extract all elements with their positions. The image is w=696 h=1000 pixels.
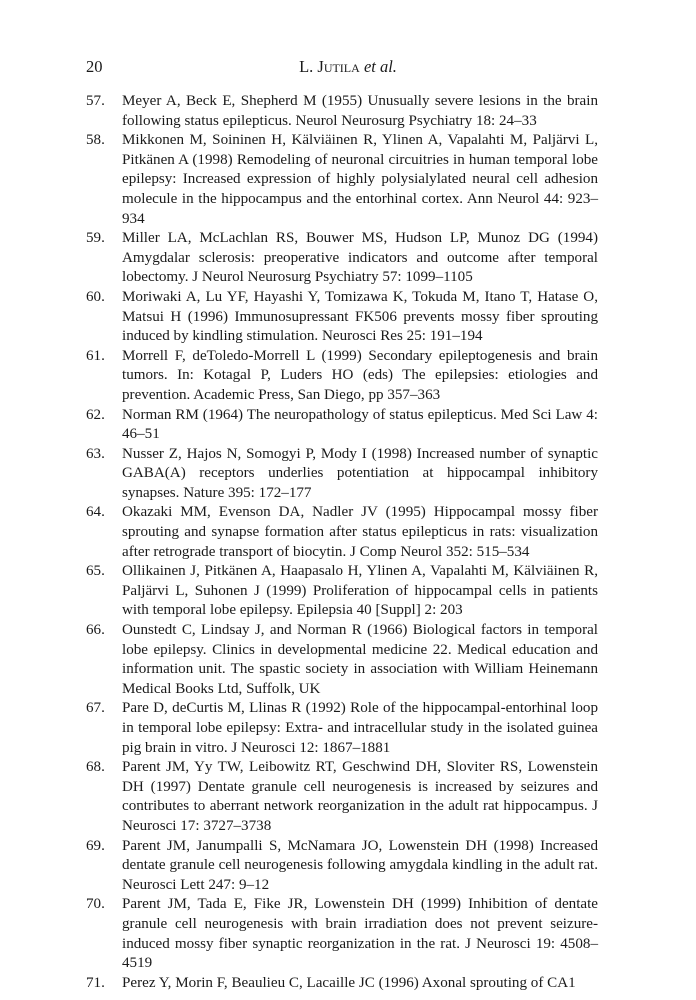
- reference-item: [86, 229, 598, 288]
- running-head-etal: et al.: [363, 57, 397, 76]
- reference-item: [86, 837, 598, 896]
- reference-item: [86, 288, 598, 347]
- reference-number: 58.: [86, 132, 105, 149]
- reference-text: Nusser Z, Hajos N, Somogyi P, Mody I (1998) Increased number of synaptic GABA(A) receptors underlies potentiation at hippocampal inhibitory synapses. Nature 395: 172–177: [122, 445, 598, 501]
- reference-text: Meyer A, Beck E, Shepherd M (1955) Unusually severe lesions in the brain following status epilepticus. Neurol Neurosurg Psychiatry 18: 24–33: [122, 93, 598, 129]
- reference-text: Parent JM, Janumpalli S, McNamara JO, Lowenstein DH (1998) Increased dentate granule cell neurogenesis following amygdala kindling in the adult rat. Neurosci Lett 247: 9–12: [122, 837, 598, 893]
- reference-text: Miller LA, McLachlan RS, Bouwer MS, Hudson LP, Munoz DG (1994) Amygdalar sclerosis: preoperative indicators and outcome after temporal lobectomy. J Neurol Neurosurg Psychiatry 57: 1099–1105: [122, 230, 598, 286]
- page-number: 20: [86, 57, 103, 76]
- reference-text: Mikkonen M, Soininen H, Kälviäinen R, Ylinen A, Vapalahti M, Paljärvi L, Pitkänen A (1998) Remodeling of neuronal circuitries in human temporal lobe epilepsy: Increased expression of highly polysialylated neural cell adhesion molecule in the hippocampus and the entorhinal cortex. Ann Neurol 44: 923–934: [122, 132, 598, 227]
- reference-text: Pare D, deCurtis M, Llinas R (1992) Role of the hippocampal-entorhinal loop in temporal lobe epilepsy: Extra- and intracellular study in the isolated guinea pig brain in vitro. J Neurosci 12: 1867–1881: [122, 700, 598, 756]
- running-head: [0, 56, 696, 78]
- reference-number: 62.: [86, 406, 105, 423]
- reference-text: Okazaki MM, Evenson DA, Nadler JV (1995) Hippocampal mossy fiber sprouting and synapse formation after status epilepticus in rats: visualization after retrograde transport of biocytin. J Comp Neurol 352: 515–534: [122, 504, 598, 560]
- reference-number: 67.: [86, 700, 105, 717]
- reference-item: [86, 699, 598, 758]
- reference-text: Norman RM (1964) The neuropathology of status epilepticus. Med Sci Law 4: 46–51: [122, 406, 598, 443]
- reference-number: 63.: [86, 445, 105, 462]
- reference-item: [86, 895, 598, 973]
- reference-number: 71.: [86, 974, 105, 991]
- reference-item: [86, 406, 598, 445]
- reference-number: 64.: [86, 504, 105, 521]
- reference-item: [86, 974, 598, 994]
- reference-item: [86, 131, 598, 229]
- reference-item: [86, 92, 598, 131]
- reference-text: Perez Y, Morin F, Beaulieu C, Lacaille JC (1996) Axonal sprouting of CA1: [122, 974, 576, 991]
- reference-list: [86, 92, 598, 993]
- page-header: [0, 56, 696, 80]
- reference-item: [86, 445, 598, 504]
- reference-number: 70.: [86, 896, 105, 913]
- reference-item: [86, 503, 598, 562]
- reference-number: 69.: [86, 837, 105, 854]
- running-head-author: L. Jutila: [299, 57, 360, 76]
- reference-number: 61.: [86, 347, 105, 364]
- reference-item: [86, 621, 598, 699]
- reference-text: Morrell F, deToledo-Morrell L (1999) Secondary epileptogenesis and brain tumors. In: Kotagal P, Luders HO (eds) The epilepsies: etiologies and prevention. Academic Press, San Diego, pp 357–363: [122, 347, 598, 403]
- reference-text: Parent JM, Tada E, Fike JR, Lowenstein DH (1999) Inhibition of dentate granule cell neurogenesis with brain irradiation does not prevent seizure-induced mossy fiber synaptic reorganization in the rat. J Neurosci 19: 4508–4519: [122, 896, 598, 972]
- reference-item: [86, 347, 598, 406]
- reference-item: [86, 562, 598, 621]
- reference-number: 60.: [86, 288, 105, 305]
- reference-number: 57.: [86, 93, 105, 109]
- reference-item: [86, 758, 598, 836]
- reference-text: Parent JM, Yy TW, Leibowitz RT, Geschwind DH, Sloviter RS, Lowenstein DH (1997) Dentate granule cell neurogenesis is increased by seizures and contributes to aberrant network reorganization in the adult rat hippocampus. J Neurosci 17: 3727–3738: [122, 759, 598, 834]
- reference-text: Ollikainen J, Pitkänen A, Haapasalo H, Ylinen A, Vapalahti M, Kälviäinen R, Paljärvi L, Suhonen J (1999) Proliferation of hippocampal cells in patients with temporal lobe epilepsy. Epilepsia 40 [Suppl] 2: 203: [122, 563, 598, 619]
- reference-text: Ounstedt C, Lindsay J, and Norman R (1966) Biological factors in temporal lobe epilepsy. Clinics in developmental medicine 22. Medical education and information unit. The spastic society in association with William Heinemann Medical Books Ltd, Suffolk, UK: [122, 622, 598, 697]
- reference-text: Moriwaki A, Lu YF, Hayashi Y, Tomizawa K, Tokuda M, Itano T, Hatase O, Matsui H (1996) Immunosupressant FK506 prevents mossy fiber sprouting induced by kindling stimulation. Neurosci Res 25: 191–194: [122, 288, 598, 345]
- reference-number: 65.: [86, 563, 105, 580]
- reference-number: 59.: [86, 230, 105, 247]
- reference-number: 66.: [86, 622, 105, 639]
- reference-number: 68.: [86, 759, 105, 776]
